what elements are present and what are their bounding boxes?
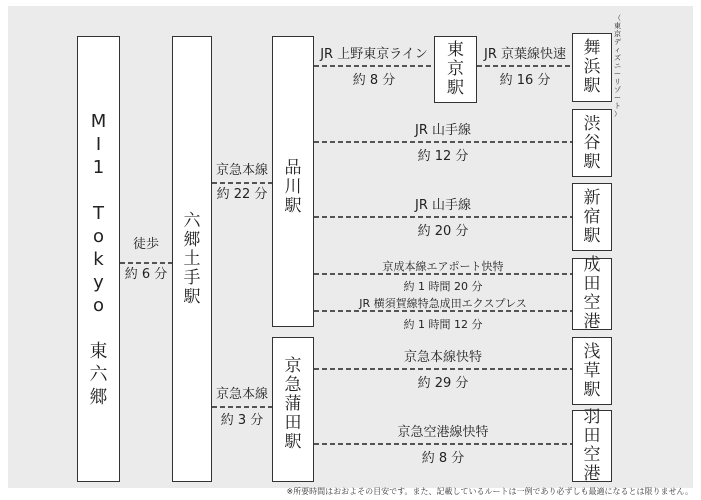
shinjuku-station-box (572, 183, 612, 251)
shinjuku-station-label: 新 宿 駅 (583, 187, 601, 246)
narita-express-time-label: 約 1 時間 12 分 (403, 318, 483, 331)
narita-express-line-label: JR 横須賀線特急成田エクスプレス (359, 297, 527, 310)
yamanote-shibuya-line-label: JR 山手線 (415, 123, 471, 138)
maihama-station-box (572, 33, 612, 102)
keikyu-kamata-line-label: 京急本線 (215, 387, 269, 402)
airport-line-label: 京急空港線快特 (397, 425, 489, 440)
rokugo-station-label: 六 郷 土 手 駅 (183, 210, 201, 307)
keikyu-kamata-time-label: 約 3 分 (220, 413, 264, 428)
walk-line-label: 徒歩 (132, 237, 160, 252)
asakusa-station-label: 浅 草 駅 (583, 341, 601, 400)
asakusa-time-label: 約 29 分 (417, 376, 469, 391)
keikyu-shinagawa-time-label: 約 22 分 (216, 187, 268, 202)
shinagawa-station-box (272, 36, 314, 327)
origin-box (77, 36, 120, 482)
footnote: ※所要時間はおおよその目安です。また、記載しているルートは一例であり必ずしも最適になるとは限りません。 (286, 487, 693, 496)
asakusa-station-box (572, 337, 612, 405)
keikyu-shinagawa-line-label: 京急本線 (215, 163, 269, 178)
kamata-station-label: 京 急 蒲 田 駅 (284, 355, 302, 452)
maihama-note: （ 東 京 デ ィ ズ ニ ー リ ゾ ー ト ） (614, 14, 621, 118)
yamanote-shinjuku-line-label: JR 山手線 (415, 198, 471, 213)
rokugo-station-box (172, 36, 212, 482)
shibuya-station-label: 渋 谷 駅 (583, 113, 601, 172)
narita-airport-box (572, 255, 612, 332)
keiyo-line-label: JR 京葉線快速 (484, 47, 566, 62)
tokyo-station-label: 東 京 駅 (447, 40, 464, 98)
keiyo-time-label: 約 16 分 (499, 73, 551, 88)
narita-airport-label: 成 田 空 港 (583, 255, 601, 332)
ueno-tokyo-line-label: JR 上野東京ライン (320, 47, 428, 62)
yamanote-shibuya-time-label: 約 12 分 (417, 149, 469, 164)
shinagawa-station-label: 品 川 駅 (284, 157, 302, 216)
yamanote-shinjuku-time-label: 約 20 分 (417, 224, 469, 239)
keisei-line-label: 京成本線エアポート快特 (382, 260, 504, 273)
ueno-tokyo-time-label: 約 8 分 (352, 73, 396, 88)
haneda-airport-label: 羽 田 空 港 (583, 407, 601, 484)
asakusa-line-label: 京急本線快特 (403, 350, 483, 365)
shibuya-station-box (572, 109, 612, 177)
kamata-station-box (272, 337, 314, 482)
keisei-time-label: 約 1 時間 20 分 (403, 280, 483, 293)
airport-time-label: 約 8 分 (421, 451, 465, 466)
haneda-airport-box (572, 407, 612, 484)
maihama-station-label: 舞 浜 駅 (583, 38, 601, 96)
walk-time-label: 約 6 分 (124, 267, 168, 282)
tokyo-station-box (434, 36, 477, 103)
origin-label: M I 1 T o k y o 東 六 郷 (89, 110, 108, 408)
